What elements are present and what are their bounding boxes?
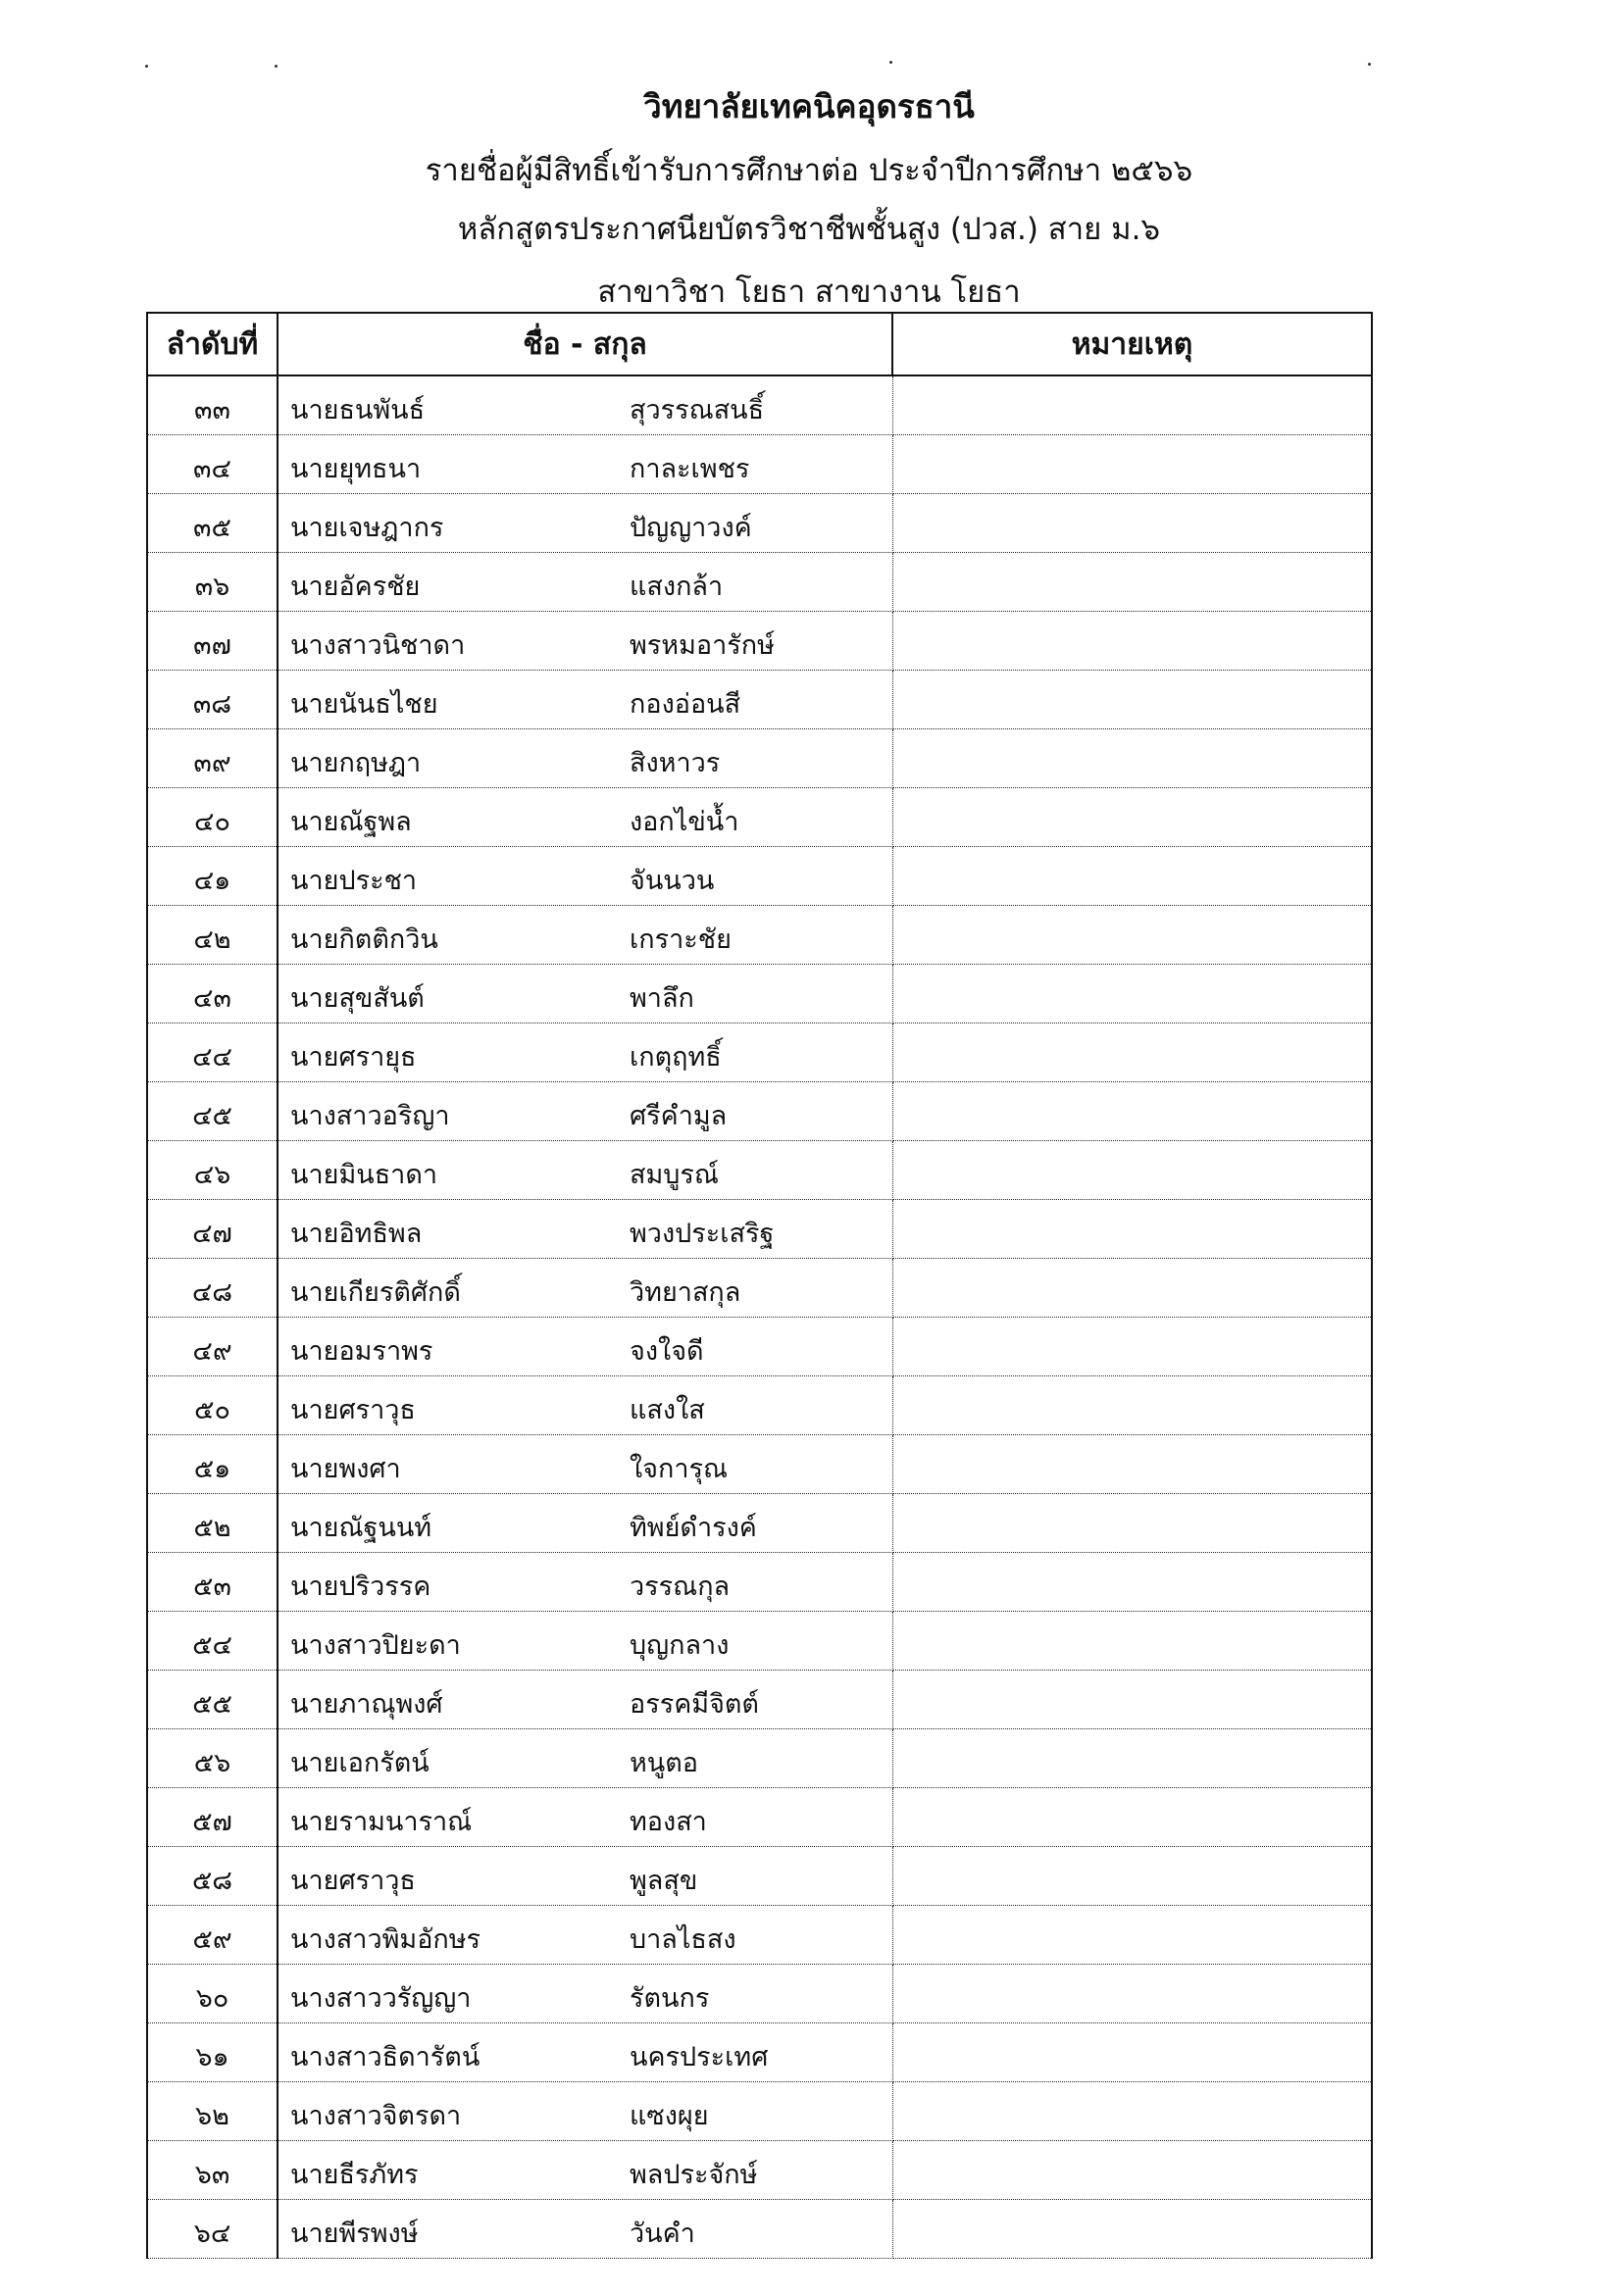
remark-cell [892, 1023, 1372, 1082]
student-last-name: อรรคมีจิตต์ [630, 1689, 759, 1720]
student-last-name: เกราะชัย [630, 924, 732, 955]
student-first-name: นายณัฐพล [290, 807, 412, 837]
student-last-name: วิทยาสกุล [630, 1277, 741, 1308]
table-row [147, 1200, 1372, 1259]
student-name-cell [278, 1435, 892, 1494]
student-name-cell [278, 671, 892, 729]
student-first-name: นางสาววรัญญา [290, 1983, 472, 2014]
scan-speck [1368, 63, 1371, 66]
student-first-name: นายกิตติกวิน [290, 924, 438, 955]
remark-cell [892, 1376, 1372, 1435]
table-row [147, 2023, 1372, 2082]
student-first-name: นางสาวธิดารัตน์ [290, 2042, 480, 2072]
student-name-cell [278, 1141, 892, 1200]
remark-cell [892, 1435, 1372, 1494]
remark-cell [892, 788, 1372, 847]
row-number: ๓๖ [147, 553, 278, 612]
table-row [147, 1435, 1372, 1494]
row-number: ๕๔ [147, 1612, 278, 1671]
row-number: ๔๑ [147, 847, 278, 906]
table-row [147, 1023, 1372, 1082]
student-last-name: พาลึก [630, 983, 694, 1014]
student-first-name: นายธีรภัทร [290, 2160, 419, 2190]
student-last-name: ทิพย์ดำรงค์ [630, 1513, 757, 1543]
student-first-name: นางสาวอริญา [290, 1101, 450, 1131]
student-first-name: นายนันธไชย [290, 689, 438, 720]
student-name-cell [278, 1788, 892, 1847]
table-header-row [147, 313, 1372, 375]
student-first-name: นายประชา [290, 866, 418, 896]
student-name-cell [278, 1906, 892, 1965]
table-row [147, 1494, 1372, 1553]
remark-cell [892, 1965, 1372, 2023]
student-last-name: กองอ่อนสี [630, 689, 741, 720]
student-name-cell [278, 612, 892, 671]
row-number: ๓๔ [147, 435, 278, 494]
student-name-cell [278, 1200, 892, 1259]
student-last-name: วันคำ [630, 2219, 695, 2249]
table-row [147, 375, 1372, 435]
student-name-cell [278, 494, 892, 553]
student-last-name: หนูตอ [630, 1748, 699, 1778]
student-first-name: นายธนพันธ์ [290, 395, 426, 425]
table-row [147, 1788, 1372, 1847]
row-number: ๕๖ [147, 1729, 278, 1788]
student-last-name: จงใจดี [630, 1336, 704, 1367]
student-last-name: แสงใส [630, 1395, 705, 1425]
student-name-cell [278, 1553, 892, 1612]
student-name-cell [278, 729, 892, 788]
remark-cell [892, 1259, 1372, 1318]
column-header-number: ลำดับที่ [147, 313, 278, 375]
student-name-cell [278, 1494, 892, 1553]
student-name-cell [278, 553, 892, 612]
row-number: ๔๙ [147, 1318, 278, 1376]
student-first-name: นายปริวรรค [290, 1572, 431, 1602]
row-number: ๕๘ [147, 1847, 278, 1906]
student-last-name: กาละเพชร [630, 454, 750, 484]
row-number: ๔๒ [147, 906, 278, 965]
remark-cell [892, 671, 1372, 729]
student-last-name: งอกไข่น้ำ [630, 807, 739, 837]
table-row [147, 1965, 1372, 2023]
student-first-name: นางสาวปิยะดา [290, 1630, 461, 1661]
remark-cell [892, 2082, 1372, 2141]
student-last-name: ใจการุณ [630, 1454, 729, 1484]
student-first-name: นายศราวุธ [290, 1866, 416, 1896]
student-last-name: เกตุฤทธิ์ [630, 1042, 722, 1073]
student-first-name: นายเอกรัตน์ [290, 1748, 430, 1778]
table-row [147, 1729, 1372, 1788]
table-row [147, 2141, 1372, 2200]
remark-cell [892, 729, 1372, 788]
student-first-name: นายยุทธนา [290, 454, 422, 484]
table-row [147, 2082, 1372, 2141]
row-number: ๖๒ [147, 2082, 278, 2141]
student-first-name: นายเกียรติศักดิ์ [290, 1277, 461, 1308]
student-name-cell [278, 1082, 892, 1141]
row-number: ๕๑ [147, 1435, 278, 1494]
row-number: ๖๓ [147, 2141, 278, 2200]
remark-cell [892, 1847, 1372, 1906]
table-row [147, 1318, 1372, 1376]
remark-cell [892, 1141, 1372, 1200]
student-first-name: นายอมราพร [290, 1336, 433, 1367]
remark-cell [892, 1671, 1372, 1729]
row-number: ๖๐ [147, 1965, 278, 2023]
remark-cell [892, 553, 1372, 612]
row-number: ๖๔ [147, 2200, 278, 2259]
student-name-cell [278, 1965, 892, 2023]
student-first-name: นายกฤษฎา [290, 748, 422, 778]
column-header-name: ชื่อ - สกุล [278, 313, 892, 375]
row-number: ๕๗ [147, 1788, 278, 1847]
remark-cell [892, 1729, 1372, 1788]
student-first-name: นางสาวนิชาดา [290, 630, 466, 661]
row-number: ๕๙ [147, 1906, 278, 1965]
row-number: ๕๓ [147, 1553, 278, 1612]
table-row [147, 612, 1372, 671]
program-title: หลักสูตรประกาศนียบัตรวิชาชีพชั้นสูง (ปวส.) สาย ม.๖ [457, 212, 1161, 247]
remark-cell [892, 906, 1372, 965]
row-number: ๔๓ [147, 965, 278, 1023]
remark-cell [892, 612, 1372, 671]
table-row [147, 788, 1372, 847]
student-name-cell [278, 788, 892, 847]
row-number: ๓๕ [147, 494, 278, 553]
row-number: ๕๐ [147, 1376, 278, 1435]
student-last-name: พูลสุข [630, 1866, 698, 1896]
student-first-name: นางสาวพิมอักษร [290, 1924, 481, 1955]
row-number: ๖๑ [147, 2023, 278, 2082]
student-name-cell [278, 1376, 892, 1435]
table-row [147, 906, 1372, 965]
remark-cell [892, 375, 1372, 435]
remark-cell [892, 1612, 1372, 1671]
column-header-note: หมายเหตุ [892, 313, 1372, 375]
student-last-name: รัตนกร [630, 1983, 710, 2014]
table-row [147, 847, 1372, 906]
table-row [147, 435, 1372, 494]
row-number: ๔๘ [147, 1259, 278, 1318]
table-row [147, 1082, 1372, 1141]
table-row [147, 671, 1372, 729]
student-name-cell [278, 1612, 892, 1671]
table-row [147, 2200, 1372, 2259]
student-first-name: นายอิทธิพล [290, 1219, 423, 1249]
remark-cell [892, 2141, 1372, 2200]
student-last-name: สิงหาวร [630, 748, 721, 778]
remark-cell [892, 1200, 1372, 1259]
student-last-name: แสงกล้า [630, 572, 724, 602]
table-row [147, 1376, 1372, 1435]
student-name-cell [278, 965, 892, 1023]
student-last-name: ทองสา [630, 1807, 707, 1837]
student-first-name: นายศรายุธ [290, 1042, 417, 1073]
scan-speck [275, 65, 278, 68]
scan-speck [145, 65, 148, 68]
table-row [147, 965, 1372, 1023]
row-number: ๔๔ [147, 1023, 278, 1082]
remark-cell [892, 2023, 1372, 2082]
student-name-cell [278, 2141, 892, 2200]
table-row [147, 1141, 1372, 1200]
student-name-cell [278, 375, 892, 435]
table-row [147, 1259, 1372, 1318]
student-last-name: นครประเทศ [630, 2042, 769, 2072]
remark-cell [892, 1788, 1372, 1847]
row-number: ๓๓ [147, 375, 278, 435]
remark-cell [892, 494, 1372, 553]
student-roster-table [146, 312, 1373, 2259]
roster-body [147, 375, 1372, 2259]
row-number: ๕๕ [147, 1671, 278, 1729]
student-last-name: วรรณกุล [630, 1572, 731, 1602]
table-row [147, 1671, 1372, 1729]
remark-cell [892, 435, 1372, 494]
student-name-cell [278, 1671, 892, 1729]
row-number: ๓๘ [147, 671, 278, 729]
student-last-name: สุวรรณสนธิ์ [630, 395, 765, 425]
student-name-cell [278, 2082, 892, 2141]
major-title: สาขาวิชา โยธา สาขางาน โยธา [597, 275, 1021, 310]
student-last-name: จันนวน [630, 866, 715, 896]
student-first-name: นายสุขสันต์ [290, 983, 425, 1014]
table-row [147, 1612, 1372, 1671]
student-name-cell [278, 435, 892, 494]
student-last-name: ปัญญาวงค์ [630, 513, 752, 543]
remark-cell [892, 965, 1372, 1023]
row-number: ๔๖ [147, 1141, 278, 1200]
student-first-name: นายภาณุพงศ์ [290, 1689, 443, 1720]
student-name-cell [278, 1729, 892, 1788]
student-first-name: นายพีรพงษ์ [290, 2219, 419, 2249]
student-name-cell [278, 1318, 892, 1376]
student-name-cell [278, 2023, 892, 2082]
remark-cell [892, 2200, 1372, 2259]
student-name-cell [278, 847, 892, 906]
student-first-name: นายมินธาดา [290, 1160, 438, 1190]
table-row [147, 553, 1372, 612]
remark-cell [892, 1082, 1372, 1141]
student-last-name: ศรีคำมูล [630, 1101, 728, 1131]
student-last-name: พลประจักษ์ [630, 2160, 758, 2190]
student-first-name: นางสาวจิตรดา [290, 2101, 462, 2131]
remark-cell [892, 1906, 1372, 1965]
student-first-name: นายเจษฎากร [290, 513, 444, 543]
table-row [147, 1553, 1372, 1612]
row-number: ๓๗ [147, 612, 278, 671]
student-name-cell [278, 1023, 892, 1082]
student-last-name: พรหมอารักษ์ [630, 630, 775, 661]
table-row [147, 1847, 1372, 1906]
college-title: วิทยาลัยเทคนิคอุดรธานี [643, 87, 975, 125]
student-name-cell [278, 1847, 892, 1906]
student-first-name: นายศราวุธ [290, 1395, 416, 1425]
row-number: ๔๕ [147, 1082, 278, 1141]
student-first-name: นายณัฐนนท์ [290, 1513, 432, 1543]
student-last-name: บุญกลาง [630, 1630, 730, 1661]
student-first-name: นายรามนาราณ์ [290, 1807, 473, 1837]
student-first-name: นายพงศา [290, 1454, 401, 1484]
scan-speck [889, 61, 892, 64]
row-number: ๔๗ [147, 1200, 278, 1259]
student-last-name: สมบูรณ์ [630, 1160, 719, 1190]
table-row [147, 1906, 1372, 1965]
student-last-name: บาลไธสง [630, 1924, 736, 1955]
remark-cell [892, 1318, 1372, 1376]
remark-cell [892, 1553, 1372, 1612]
list-subtitle: รายชื่อผู้มีสิทธิ์เข้ารับการศึกษาต่อ ประจำปีการศึกษา ๒๕๖๖ [425, 153, 1193, 188]
table-row [147, 729, 1372, 788]
row-number: ๕๒ [147, 1494, 278, 1553]
table-row [147, 494, 1372, 553]
row-number: ๓๙ [147, 729, 278, 788]
student-last-name: พวงประเสริฐ [630, 1219, 775, 1249]
student-name-cell [278, 906, 892, 965]
student-name-cell [278, 2200, 892, 2259]
row-number: ๔๐ [147, 788, 278, 847]
remark-cell [892, 1494, 1372, 1553]
student-last-name: แซงผุย [630, 2101, 709, 2131]
student-name-cell [278, 1259, 892, 1318]
student-first-name: นายอัครชัย [290, 572, 421, 602]
remark-cell [892, 847, 1372, 906]
